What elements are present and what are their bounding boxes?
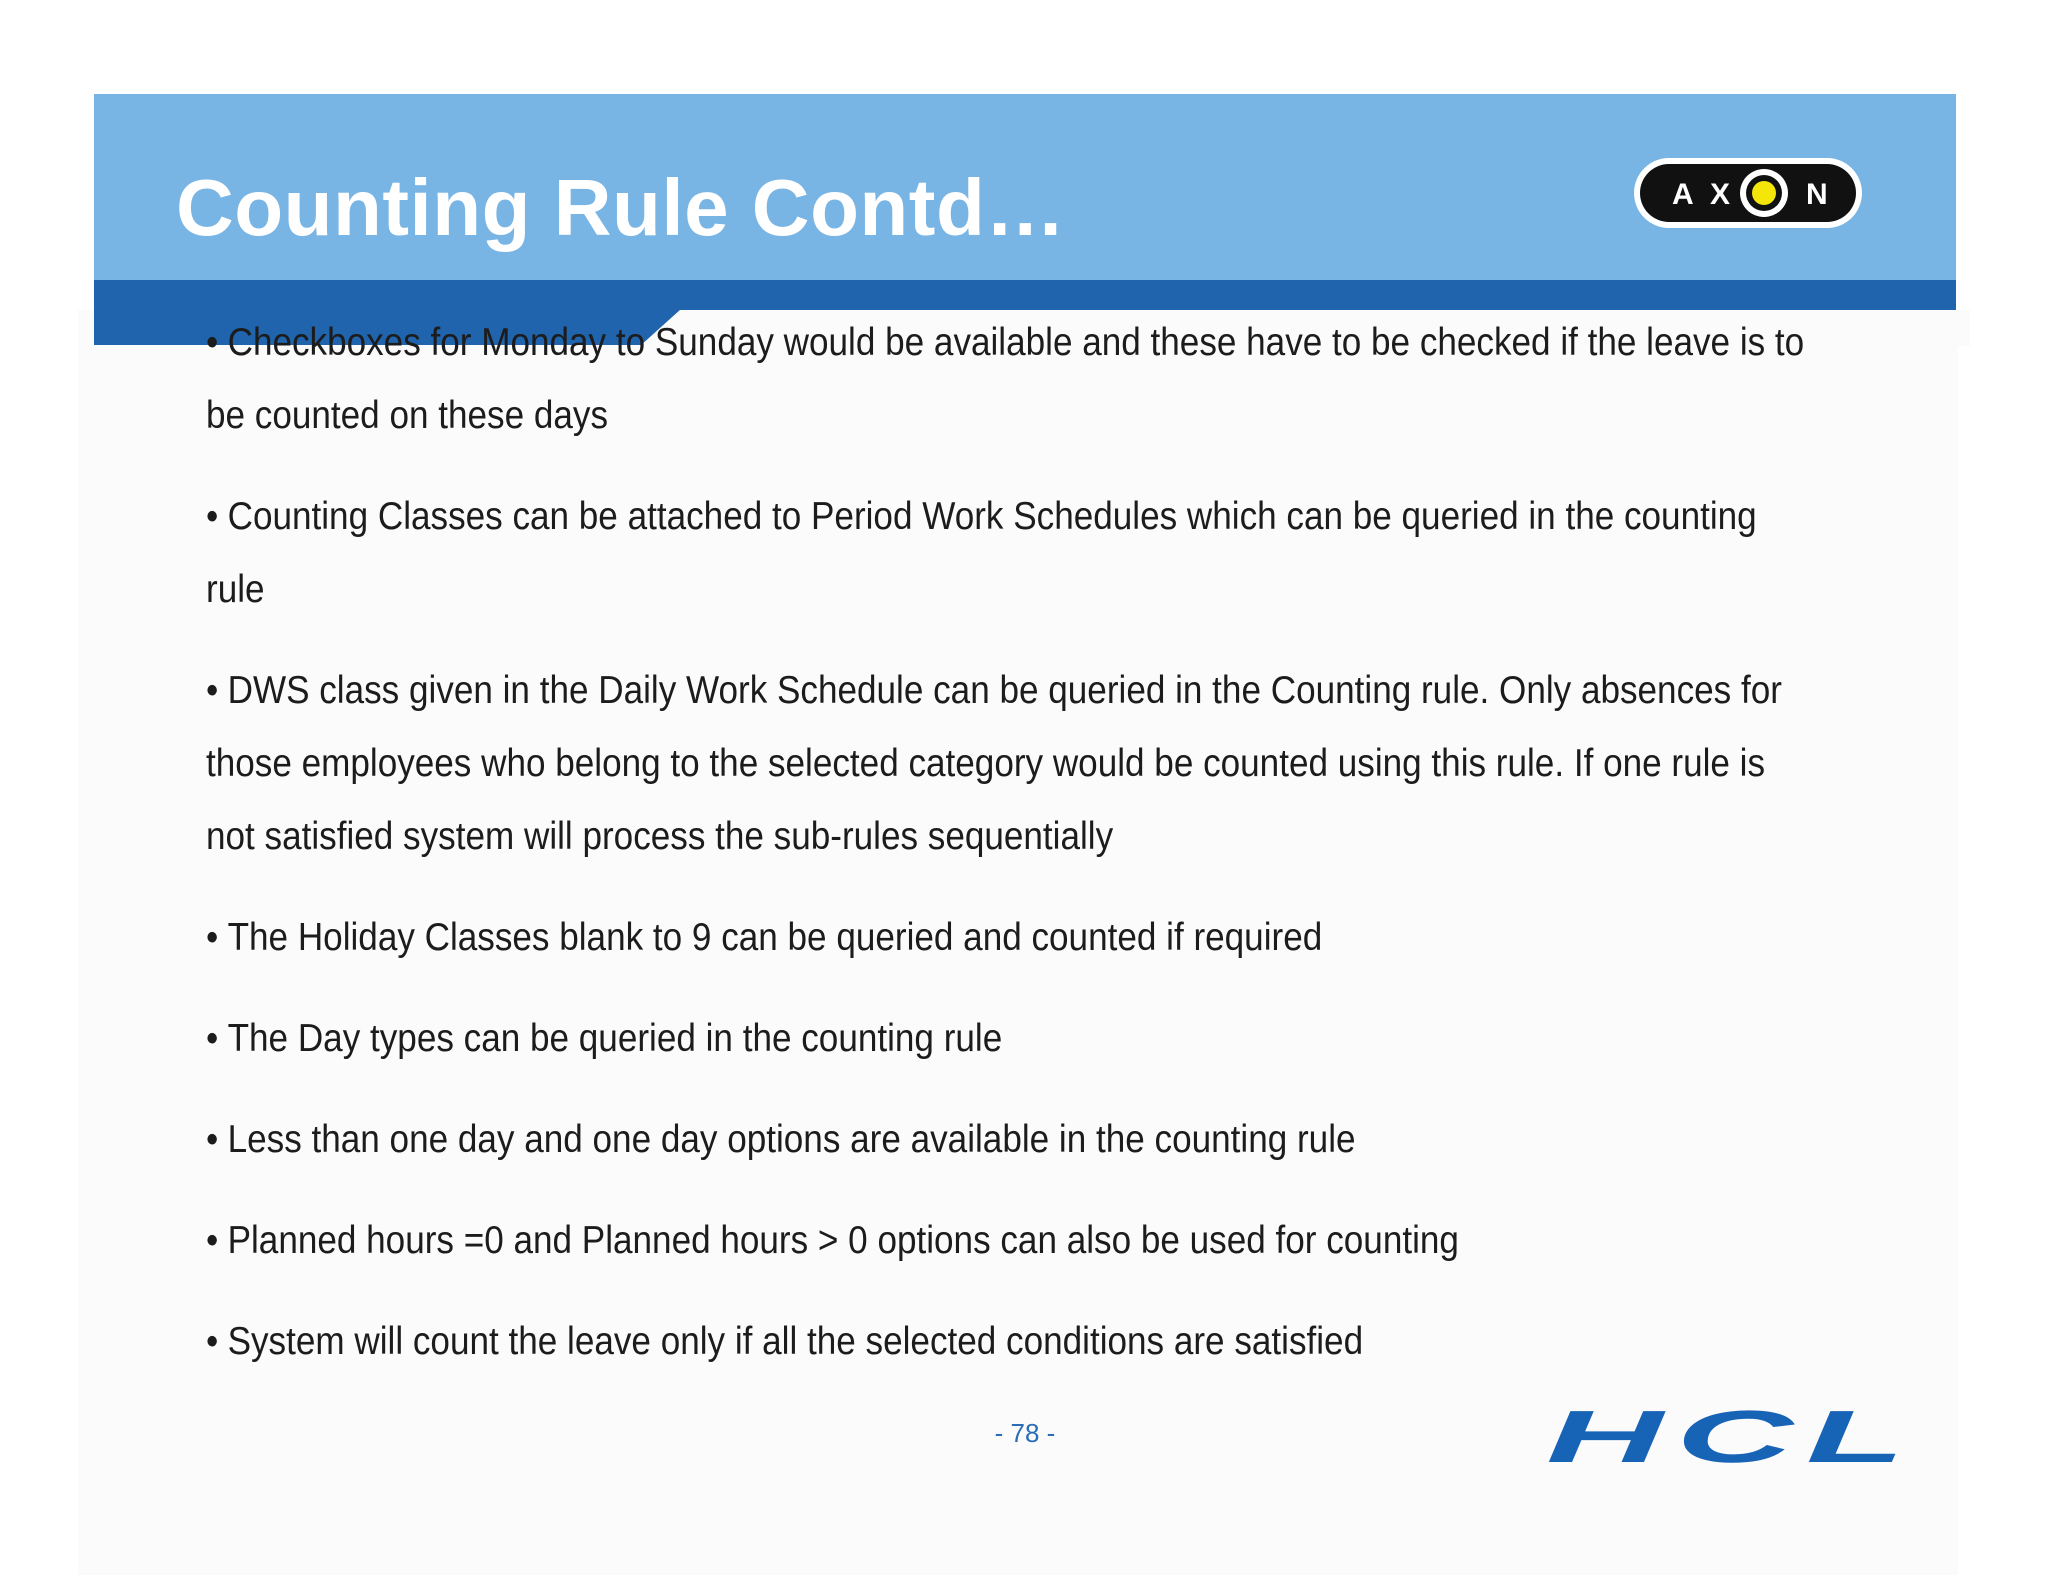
hcl-logo-icon [1546,1408,1920,1464]
axon-letter-n: N [1806,178,1828,211]
bullet-item [206,1103,1817,1176]
bullet-marker: • [206,1320,219,1363]
bullet-marker: • [206,916,219,959]
bullet-marker: • [206,1017,219,1060]
bullet-item [206,1305,1817,1378]
bullet-text: Less than one day and one day options are available in the counting rule [227,1118,1356,1161]
bullet-marker: • [206,495,219,538]
bullet-marker: • [206,321,219,364]
bullet-text: DWS class given in the Daily Work Schedule can be queried in the Counting rule. Only absences for those employees who belong to the selected category would be counted using this rule. If one rule is not satisfied system will process the sub-rules sequentially [206,669,1782,858]
bullet-marker: • [206,1219,219,1262]
bullet-text: System will count the leave only if all the selected conditions are satisfied [227,1320,1364,1363]
bullet-text: Planned hours =0 and Planned hours > 0 options can also be used for counting [227,1219,1459,1262]
hcl-logo-text: HCL [1546,1408,1918,1464]
axon-letter-x: X [1710,178,1731,211]
bullet-item [206,1204,1817,1277]
bullet-text: The Day types can be queried in the counting rule [227,1017,1003,1060]
axon-letter-a: A [1672,178,1694,211]
bullet-marker: • [206,1118,219,1161]
bullet-item [206,901,1817,974]
bullet-item [206,1002,1817,1075]
axon-logo-icon [1632,156,1864,230]
bullet-item [206,480,1817,626]
bullet-text: Checkboxes for Monday to Sunday would be available and these have to be checked if the leave is to be counted on these days [206,321,1805,437]
page-number: - 78 - [994,1418,1056,1448]
bullet-text: Counting Classes can be attached to Period Work Schedules which can be queried in the counting rule [206,495,1757,611]
bullet-item [206,306,1817,452]
bullet-marker: • [206,669,219,712]
bullet-text: The Holiday Classes blank to 9 can be queried and counted if required [227,916,1323,959]
bullet-item [206,654,1817,873]
bullet-list [206,306,1826,1406]
slide-title: Counting Rule Contd… [176,163,1066,252]
